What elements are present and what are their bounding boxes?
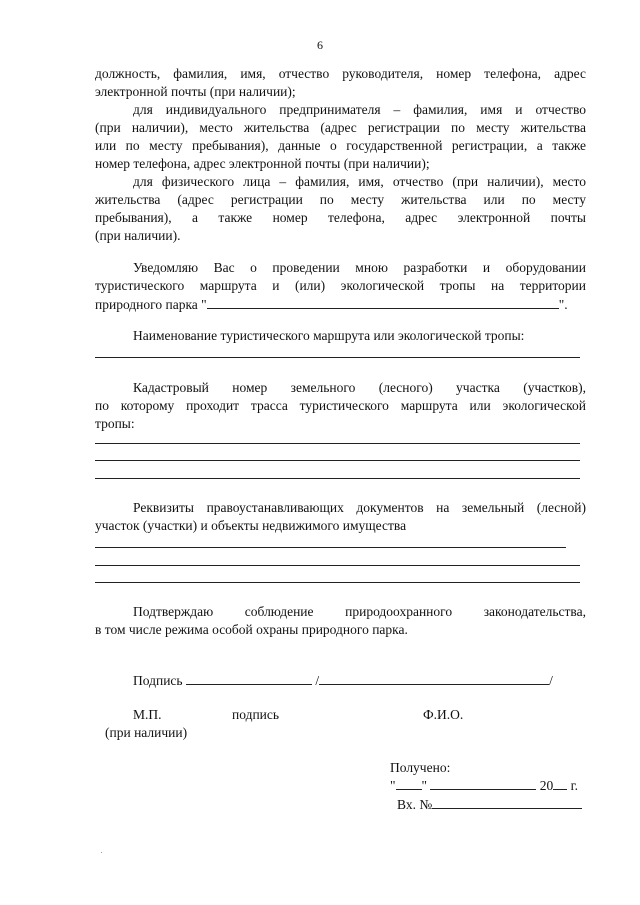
cadastral-blank-3[interactable] [95,478,580,479]
confirm-line-2: в том числе режима особой охраны природного парка. [95,622,408,637]
signature-end: / [549,673,553,688]
park-name-suffix: ". [558,297,568,312]
incoming-number-blank[interactable] [432,795,582,809]
rights-blank-2[interactable] [95,565,580,566]
incoming-label: Вх. № [397,797,433,812]
signature-separator: / [315,673,320,688]
year-blank[interactable] [553,776,567,790]
cadastral-line-2: по которому проходит трасса туристического маршрута или экологической [95,398,586,413]
received-date-row [390,776,578,795]
cadastral-line-1: Кадастровый номер земельного (лесного) участка (участков), [133,380,586,395]
intro-line-10: (при наличии). [95,228,181,243]
intro-line-3: для индивидуального предпринимателя – фамилия, имя и отчество [133,102,586,117]
year-prefix: 20 [539,778,554,793]
fio-blank[interactable] [319,671,549,685]
intro-line-7: для физического лица – фамилия, имя, отчество (при наличии), место [133,174,586,189]
cadastral-line-3: тропы: [95,416,135,431]
cadastral-blank-1[interactable] [95,443,580,444]
rights-blank-1[interactable] [95,547,566,548]
intro-line-5: или по месту пребывания), данные о государственной регистрации, а также [95,138,586,153]
year-suffix: г. [570,778,579,793]
signature-caption: подпись [232,707,280,722]
cadastral-blank-2[interactable] [95,460,580,461]
fio-caption: Ф.И.О. [423,707,464,722]
stamp-label: М.П. [133,707,162,722]
park-name-blank[interactable] [207,295,559,309]
intro-line-8: жительства (адрес регистрации по месту жительства или по месту [95,192,586,207]
notify-line-2: туристического маршрута и (или) экологической тропы на территории [95,278,586,293]
intro-line-2: электронной почты (при наличии); [95,84,296,99]
route-name-label: Наименование туристического маршрута или экологической тропы: [133,328,525,343]
signature-blank[interactable] [186,671,312,685]
notify-line-3 [95,295,568,314]
received-label: Получено: [390,760,451,775]
intro-line-4: (при наличии), место жительства (адрес регистрации по месту жительства [95,120,586,135]
rights-blank-3[interactable] [95,582,580,583]
signature-row [133,671,553,690]
rights-line-1: Реквизиты правоустанавливающих документов на земельный (лесной) [133,500,586,515]
rights-line-2: участок (участки) и объекты недвижимого имущества [95,518,407,533]
quote-close: " [421,778,428,793]
incoming-number-row [397,795,582,814]
month-blank[interactable] [430,776,536,790]
park-name-prefix: природного парка " [95,297,207,312]
notify-line-1: Уведомляю Вас о проведении мною разработки и оборудовании [133,260,586,275]
confirm-line-1: Подтверждаю соблюдение природоохранного законодательства, [133,604,586,619]
scan-speck [101,852,102,853]
signature-label: Подпись [133,673,183,688]
day-blank[interactable] [396,776,422,790]
page-number: 6 [317,38,323,52]
route-name-blank[interactable] [95,357,580,358]
intro-line-6: номер телефона, адрес электронной почты (при наличии); [95,156,430,171]
stamp-note: (при наличии) [105,725,188,740]
intro-line-9: пребывания), а также номер телефона, адрес электронной почты [95,210,586,225]
quote-open: " [390,778,396,793]
intro-line-1: должность, фамилия, имя, отчество руководителя, номер телефона, адрес [95,66,586,81]
